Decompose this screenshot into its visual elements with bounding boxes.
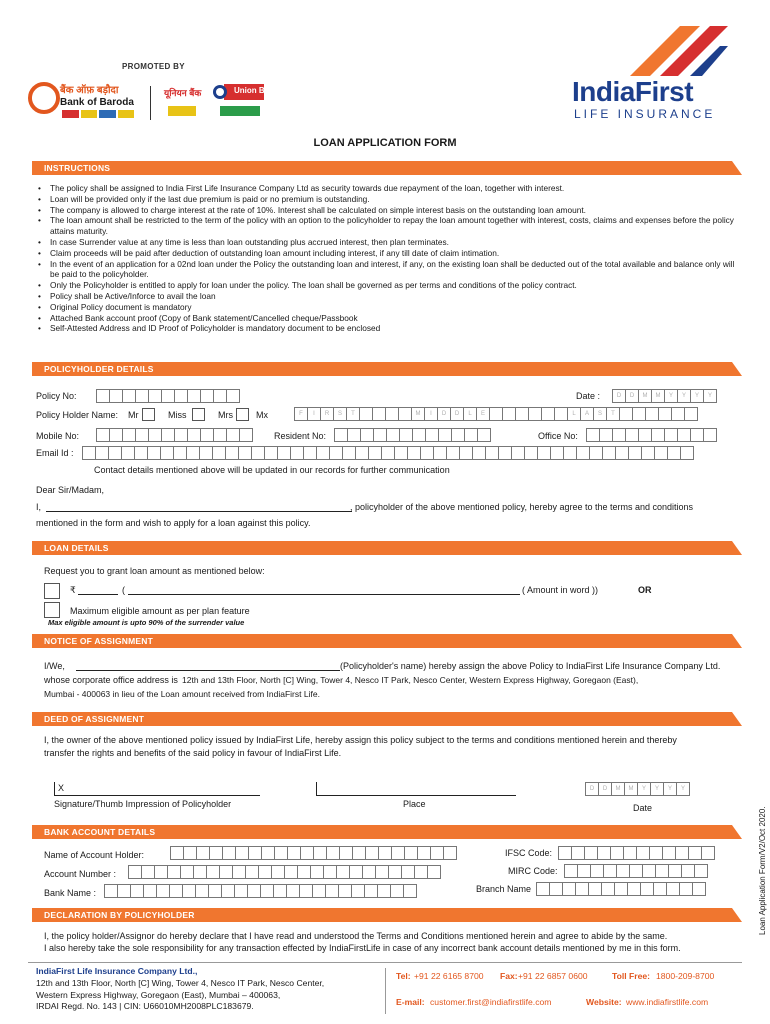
tel-label: Tel: bbox=[396, 971, 411, 981]
place-label: Place bbox=[403, 799, 426, 809]
notice-line1: (Policyholder's name) hereby assign the above Policy to IndiaFirst Life Insurance Company Ltd. bbox=[340, 661, 721, 671]
contact-note: Contact details mentioned above will be updated in our records for further communication bbox=[94, 465, 450, 475]
email-label: E-mail: bbox=[396, 997, 425, 1007]
title-mr-label: Mr bbox=[128, 410, 139, 420]
place-box[interactable] bbox=[316, 782, 516, 796]
date-label: Date : bbox=[576, 391, 601, 401]
deed-text1: I, the owner of the above mentioned policy issued by IndiaFirst Life, hereby assign this policy subject to the terms and conditions mentioned herein and thereby bbox=[44, 735, 677, 745]
email-link[interactable]: customer.first@indiafirstlife.com bbox=[430, 997, 552, 1007]
loan-details-heading: LOAN DETAILS bbox=[32, 541, 742, 555]
declaration-text2: I also hereby take the sole responsibility for any transaction effected by IndiaFirstLife in case of any incorrect bank account details mentioned by me in this form. bbox=[44, 943, 681, 953]
mirc-label: MIRC Code: bbox=[508, 866, 558, 876]
declaration-heading: DECLARATION BY POLICYHOLDER bbox=[32, 908, 742, 922]
mirc-boxes[interactable] bbox=[564, 864, 707, 878]
fax-label: Fax: bbox=[500, 971, 518, 981]
loan-amount-words-line[interactable] bbox=[128, 594, 520, 595]
instruction-item: • The loan amount shall be restricted to the term of the policy with an option to the policyholder to repay the loan amount together with interest, costs, claims and expenses before the policy attains maturity. bbox=[38, 215, 738, 237]
bob-english-name: Bank of Baroda bbox=[60, 97, 134, 108]
bank-name-boxes[interactable] bbox=[104, 884, 416, 898]
open-paren: ( bbox=[122, 585, 125, 595]
website-label: Website: bbox=[586, 997, 622, 1007]
website-link[interactable]: www.indiafirstlife.com bbox=[626, 997, 709, 1007]
notice-heading: NOTICE OF ASSIGNMENT bbox=[32, 634, 742, 648]
deed-text2: transfer the rights and benefits of the said policy in favour of IndiaFirst Life. bbox=[44, 748, 342, 758]
instruction-item: • Claim proceeds will be paid after deduction of outstanding loan amount including interest, if any till date of claim intimation. bbox=[38, 248, 738, 259]
signature-label: Signature/Thumb Impression of Policyholder bbox=[54, 799, 232, 809]
instructions-heading: INSTRUCTIONS bbox=[32, 161, 742, 175]
date-boxes[interactable]: D D M M Y Y Y Y bbox=[612, 389, 716, 403]
resident-no-label: Resident No: bbox=[274, 431, 327, 441]
notice-line2: 12th and 13th Floor, North [C] Wing, Tower 4, Nesco IT Park, Nesco Center, Western Express Highway, Goregaon (East), bbox=[182, 675, 639, 685]
union-bank-english-name: Union Bank bbox=[234, 86, 279, 95]
bob-subsidiaries-strip bbox=[62, 110, 134, 118]
logo-separator bbox=[150, 86, 151, 120]
i-we-label: I/We, bbox=[44, 661, 65, 671]
union-bank-hindi-name: यूनियन बैंक bbox=[164, 88, 202, 98]
salutation: Dear Sir/Madam, bbox=[36, 485, 105, 495]
fax-value: +91 22 6857 0600 bbox=[518, 971, 588, 981]
footer-address2: Western Express Highway, Goregaon (East), Mumbai – 400063, bbox=[36, 990, 281, 1000]
resident-no-boxes[interactable] bbox=[334, 428, 490, 442]
account-holder-label: Name of Account Holder: bbox=[44, 850, 145, 860]
instruction-item: • In case Surrender value at any time is less than loan outstanding plus accrued interest, then plan terminates. bbox=[38, 237, 738, 248]
title-mrs-checkbox[interactable] bbox=[236, 408, 249, 421]
notice-line2-bold: whose corporate office address is bbox=[44, 675, 178, 685]
account-number-boxes[interactable] bbox=[128, 865, 440, 879]
max-eligible-note: Max eligible amount is upto 90% of the surrender value bbox=[48, 618, 245, 627]
account-holder-boxes[interactable] bbox=[170, 846, 456, 860]
title-mx-label: Mx bbox=[256, 410, 268, 420]
loan-amount-checkbox[interactable] bbox=[44, 583, 60, 599]
loan-request-text: Request you to grant loan amount as mentioned below: bbox=[44, 566, 265, 576]
notice-line3: Mumbai - 400063 in lieu of the Loan amount received from IndiaFirst Life. bbox=[44, 689, 320, 699]
signature-box[interactable] bbox=[54, 782, 260, 796]
mobile-no-boxes[interactable] bbox=[96, 428, 252, 442]
holder-name-label: Policy Holder Name: bbox=[36, 410, 119, 420]
promoted-by-label: PROMOTED BY bbox=[122, 62, 185, 71]
i-prefix: I, bbox=[36, 502, 42, 512]
email-id-label: Email Id : bbox=[36, 448, 74, 458]
tollfree-label: Toll Free: bbox=[612, 971, 651, 981]
policyholder-heading: POLICYHOLDER DETAILS bbox=[32, 362, 742, 376]
footer-address3: IRDAI Regd. No. 143 | CIN: U66010MH2008PLC183679. bbox=[36, 1001, 254, 1011]
instruction-item: • The policy shall be assigned to India First Life Insurance Company Ltd as security towards due repayment of the loan, together with interest. bbox=[38, 183, 738, 194]
ifsc-boxes[interactable] bbox=[558, 846, 714, 860]
policyholder-name-line[interactable] bbox=[46, 511, 352, 512]
instruction-item: • In the event of an application for a 02nd loan under the Policy the outstanding loan and interest, if any, on the existing loan shall be deducted out of the total available and balance only will be paid to the policyholder. bbox=[38, 259, 738, 281]
form-title: LOAN APPLICATION FORM bbox=[313, 137, 457, 149]
form-code: Loan Application Form/V2/Oct 2020. bbox=[758, 806, 767, 935]
tel-value[interactable]: +91 22 6165 8700 bbox=[414, 971, 484, 981]
instruction-item: • The company is allowed to charge interest at the rate of 10%. Interest shall be calculated on simple interest basis on the outstanding loan amount. bbox=[38, 205, 738, 216]
branch-boxes[interactable] bbox=[536, 882, 705, 896]
max-eligible-checkbox[interactable] bbox=[44, 602, 60, 618]
office-no-boxes[interactable] bbox=[586, 428, 716, 442]
instruction-item: • Self-Attested Address and ID Proof of Policyholder is mandatory document to be enclosed bbox=[38, 323, 738, 334]
instruction-item: • Policy shall be Active/Inforce to avail the loan bbox=[38, 291, 738, 302]
title-mr-checkbox[interactable] bbox=[142, 408, 155, 421]
title-mrs-label: Mrs bbox=[218, 410, 233, 420]
bank-heading: BANK ACCOUNT DETAILS bbox=[32, 825, 742, 839]
notice-name-line[interactable] bbox=[76, 670, 340, 671]
deed-date-boxes[interactable]: D D M M Y Y Y Y bbox=[585, 782, 689, 796]
date-label-deed: Date bbox=[633, 803, 653, 813]
footer-divider bbox=[385, 968, 386, 1014]
max-eligible-label: Maximum eligible amount as per plan feature bbox=[70, 606, 250, 616]
rupee-icon: ₹ bbox=[70, 585, 76, 595]
loan-amount-figure-line[interactable] bbox=[78, 594, 118, 595]
title-miss-label: Miss bbox=[168, 410, 187, 420]
indiafirst-brand-subtitle: LIFE INSURANCE bbox=[574, 107, 716, 121]
amount-in-word-label: ( Amount in word )) bbox=[522, 585, 599, 595]
mobile-no-label: Mobile No: bbox=[36, 431, 80, 441]
instruction-item: • Only the Policyholder is entitled to apply for loan under the policy. The loan shall be governed as per terms and conditions of the policy contract. bbox=[38, 280, 738, 291]
policy-no-boxes[interactable] bbox=[96, 389, 239, 403]
bank-name-label: Bank Name : bbox=[44, 888, 97, 898]
instruction-item: • Original Policy document is mandatory bbox=[38, 302, 738, 313]
account-number-label: Account Number : bbox=[44, 869, 117, 879]
x-mark: X bbox=[58, 783, 65, 793]
email-id-boxes[interactable] bbox=[82, 446, 693, 460]
or-label: OR bbox=[638, 585, 652, 595]
tollfree-value[interactable]: 1800-209-8700 bbox=[656, 971, 715, 981]
indiafirst-swoosh-icon bbox=[610, 18, 730, 80]
bank-of-baroda-logo-icon bbox=[28, 82, 60, 114]
bob-hindi-name: बैंक ऑफ़ बड़ौदा bbox=[60, 85, 119, 96]
instructions-list bbox=[38, 183, 738, 334]
holder-name-boxes[interactable]: F I R S T M I D D L E L A S T bbox=[294, 407, 697, 421]
footer-address1: 12th and 13th Floor, North [C] Wing, Tower 4, Nesco IT Park, Nesco Center, bbox=[36, 978, 325, 988]
ifsc-label: IFSC Code: bbox=[505, 848, 553, 858]
title-miss-checkbox[interactable] bbox=[192, 408, 205, 421]
agree-text-2: mentioned in the form and wish to apply for a loan against this policy. bbox=[36, 518, 311, 528]
declaration-text1: I, the policy holder/Assignor do hereby declare that I have read and understood the Terms and Conditions mentioned herein and agree to abide by the same. bbox=[44, 931, 668, 941]
instruction-item: • Loan will be provided only if the last due premium is paid or no premium is outstanding. bbox=[38, 194, 738, 205]
branch-label: Branch Name bbox=[476, 884, 532, 894]
footer-company: IndiaFirst Life Insurance Company Ltd., bbox=[36, 966, 198, 976]
agree-text: , policyholder of the above mentioned policy, hereby agree to the terms and conditions bbox=[350, 502, 694, 512]
indiafirst-brand-name: IndiaFirst bbox=[572, 76, 694, 107]
office-no-label: Office No: bbox=[538, 431, 578, 441]
deed-heading: DEED OF ASSIGNMENT bbox=[32, 712, 742, 726]
instruction-item: • Attached Bank account proof (Copy of Bank statement/Cancelled cheque/Passbook bbox=[38, 313, 738, 324]
policy-no-label: Policy No: bbox=[36, 391, 77, 401]
